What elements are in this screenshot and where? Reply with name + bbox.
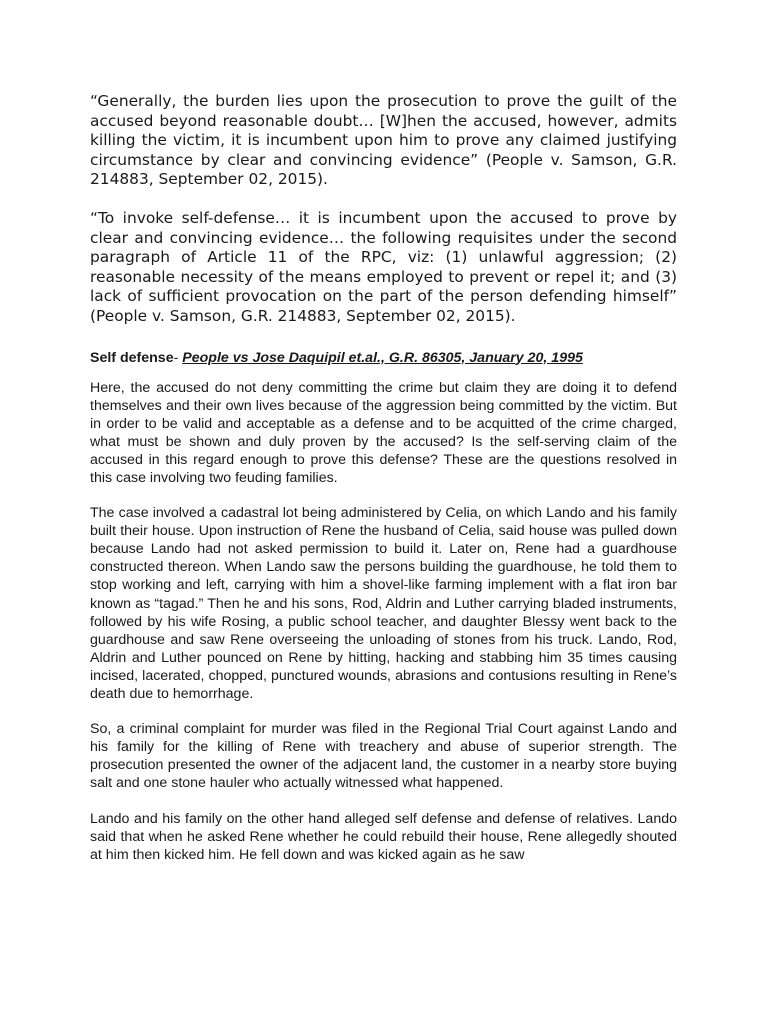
heading-label: Self defense (90, 349, 174, 366)
quote-paragraph-burden-of-proof: “Generally, the burden lies upon the prosecution to prove the guilt of the accused beyond reasonable doubt… [W]hen the accused, however, admits killing the victim, it is incumbent upon him to prove any claimed justifying circumstance by clear and convincing evidence” (People v. Samson, G.R. 214883, September 02, 2015). (90, 92, 677, 189)
quote-paragraph-self-defense-requisites: “To invoke self-defense… it is incumbent upon the accused to prove by clear and convincing evidence… the following requisites under the second paragraph of Article 11 of the RPC, viz: (1) unlawful aggression; (2) reasonable necessity of the means employed to prevent or repel it; and (3) lack of sufficient provocation on the part of the person defending himself” (People v. Samson, G.R. 214883, September 02, 2015). (90, 208, 677, 325)
body-paragraph-prosecution: So, a criminal complaint for murder was filed in the Regional Trial Court against Lando and his family for the killing of Rene with treachery and abuse of superior strength. The prosecution presented the owner of the adjacent land, the customer in a nearby store buying salt and one stone hauler who actually witnessed what happened. (90, 721, 677, 792)
case-citation: People vs Jose Daquipil et.al., G.R. 86305, January 20, 1995 (182, 349, 583, 366)
body-paragraph-intro: Here, the accused do not deny committing the crime but claim they are doing it to defend themselves and their own lives because of the aggression being committed by the victim. But in order to be valid and acceptable as a defense and to be acquitted of the crime charged, what must be shown and duly proven by the accused? Is the self-serving claim of the accused in this regard enough to prove this defense? These are the questions resolved in this case involving two feuding families. (90, 379, 677, 486)
document-page (90, 92, 677, 881)
section-heading (90, 349, 677, 367)
body-paragraph-defense: Lando and his family on the other hand alleged self defense and defense of relatives. Lando said that when he asked Rene whether he could rebuild their house, Rene allegedly shouted at him then kicked him. He fell down and was kicked again as he saw (90, 810, 677, 863)
heading-separator: - (173, 349, 183, 366)
body-paragraph-facts: The case involved a cadastral lot being administered by Celia, on which Lando and his family built their house. Upon instruction of Rene the husband of Celia, said house was pulled down because Lando had not asked permission to build it. Later on, Rene had a guardhouse constructed thereon. When Lando saw the persons building the guardhouse, he told them to stop working and left, carrying with him a shovel-like farming implement with a flat iron bar known as “tagad.” Then he and his sons, Rod, Aldrin and Luther carrying bladed instruments, followed by his wife Rosing, a public school teacher, and daughter Blessy went back to the guardhouse and saw Rene overseeing the unloading of stones from his truck. Lando, Rod, Aldrin and Luther pounced on Rene by hitting, hacking and stabbing him 35 times causing incised, lacerated, chopped, punctured wounds, abrasions and contusions resulting in Rene’s death due to hemorrhage. (90, 505, 677, 703)
